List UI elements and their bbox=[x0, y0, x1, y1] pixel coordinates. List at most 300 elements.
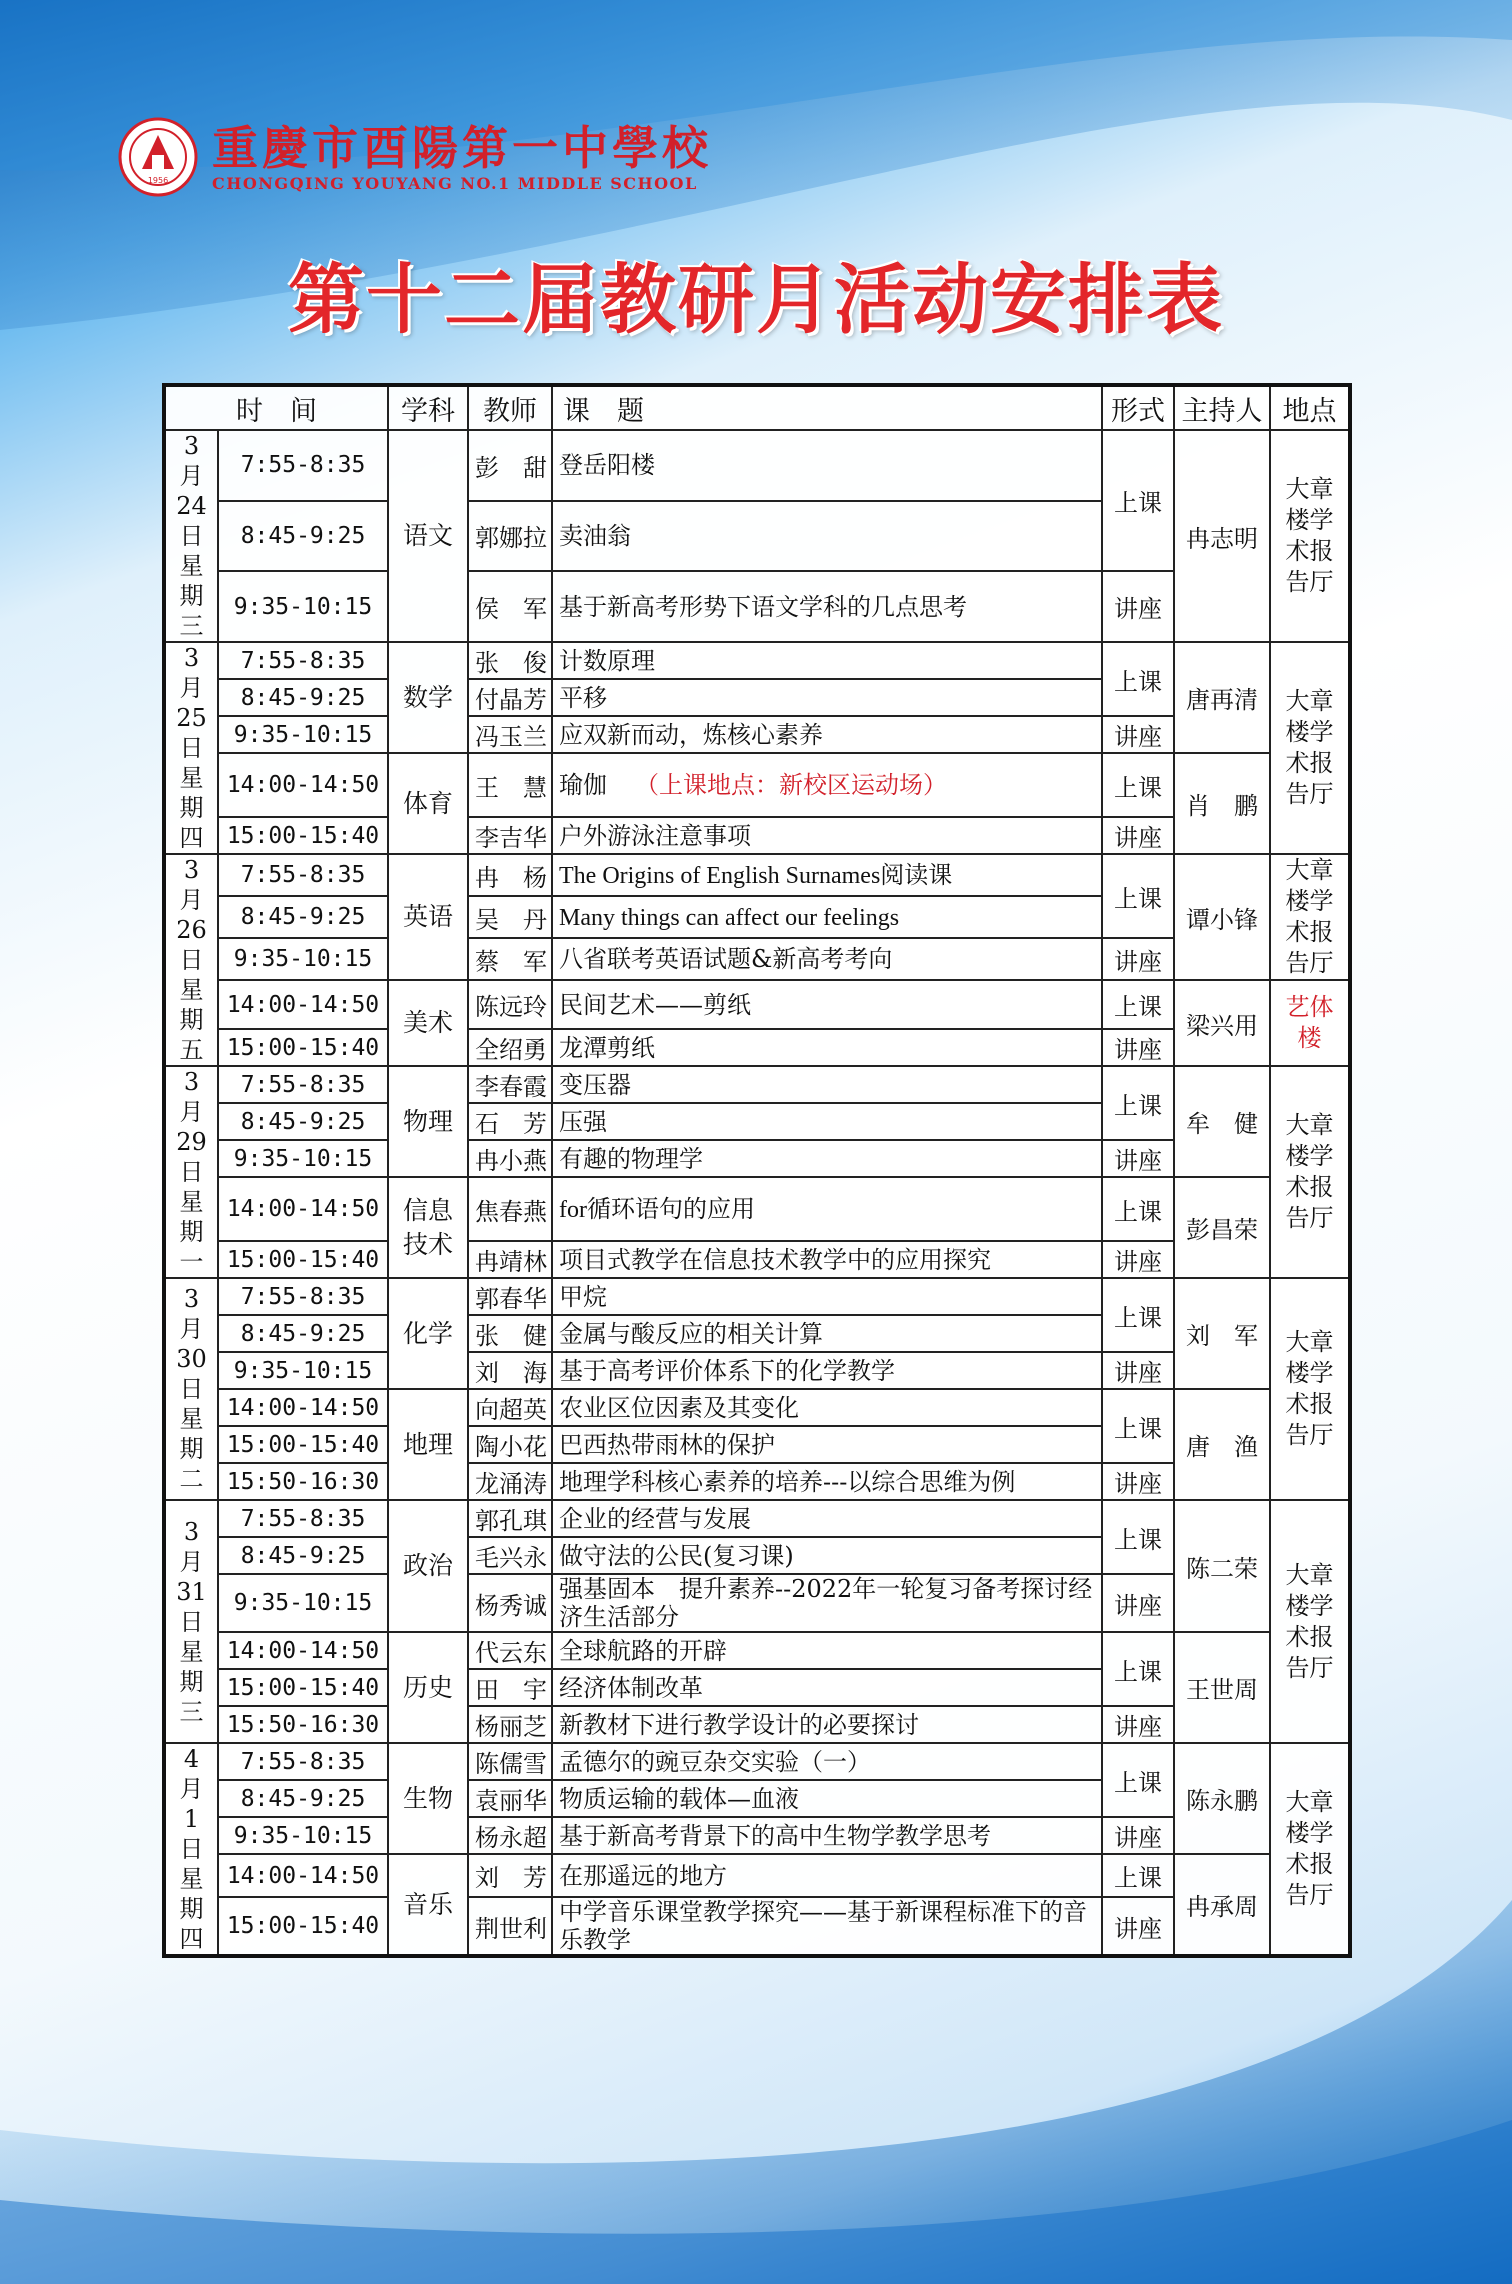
teacher-cell: 龙涌涛 bbox=[468, 1463, 552, 1500]
header-host: 主持人 bbox=[1174, 385, 1270, 430]
form-cell: 上课 bbox=[1102, 1177, 1174, 1241]
subject-cell: 化学 bbox=[388, 1278, 468, 1389]
date-cell bbox=[164, 642, 218, 854]
topic-cell bbox=[552, 817, 1102, 854]
date-char: 星 bbox=[179, 1865, 204, 1893]
form-cell: 上课 bbox=[1102, 430, 1174, 571]
table-row bbox=[164, 1897, 1350, 1956]
place-cell: 大章楼学术报告厅 bbox=[1270, 1500, 1350, 1743]
time-cell: 14:00-14:50 bbox=[218, 1177, 388, 1241]
table-row bbox=[164, 980, 1350, 1029]
topic-text: 农业区位因素及其变化 bbox=[559, 1393, 799, 1422]
form-cell: 讲座 bbox=[1102, 1352, 1174, 1389]
table-row bbox=[164, 1140, 1350, 1177]
date-char: 期 bbox=[179, 1218, 204, 1246]
topic-cell bbox=[552, 1241, 1102, 1278]
topic-text: 登岳阳楼 bbox=[559, 451, 655, 480]
place-cell: 大章楼学术报告厅 bbox=[1270, 1066, 1350, 1278]
table-row bbox=[164, 1743, 1350, 1780]
topic-text: 巴西热带雨林的保护 bbox=[559, 1430, 775, 1459]
time-cell: 15:00-15:40 bbox=[218, 1897, 388, 1956]
topic-text: for循环语句的应用 bbox=[559, 1196, 755, 1223]
host-cell: 肖 鹏 bbox=[1174, 753, 1270, 854]
teacher-cell: 陶小花 bbox=[468, 1426, 552, 1463]
subject-cell: 数学 bbox=[388, 642, 468, 753]
date-cell bbox=[164, 430, 218, 642]
teacher-cell: 荆世利 bbox=[468, 1897, 552, 1956]
form-cell: 上课 bbox=[1102, 1854, 1174, 1897]
form-cell: 讲座 bbox=[1102, 1140, 1174, 1177]
time-cell: 7:55-8:35 bbox=[218, 430, 388, 501]
table-row bbox=[164, 1066, 1350, 1103]
date-char: 三 bbox=[179, 612, 204, 640]
table-row bbox=[164, 1177, 1350, 1241]
date-char: 五 bbox=[179, 1036, 204, 1064]
form-cell: 讲座 bbox=[1102, 1463, 1174, 1500]
topic-cell bbox=[552, 1352, 1102, 1389]
topic-cell bbox=[552, 1574, 1102, 1632]
teacher-cell: 王 慧 bbox=[468, 753, 552, 817]
date-char: 30 bbox=[176, 1345, 207, 1373]
date-char: 月 bbox=[179, 1547, 204, 1576]
topic-text: 户外游泳注意事项 bbox=[559, 821, 751, 850]
time-cell: 15:00-15:40 bbox=[218, 817, 388, 854]
time-cell: 7:55-8:35 bbox=[218, 1500, 388, 1537]
topic-cell bbox=[552, 1854, 1102, 1897]
date-cell bbox=[164, 1500, 218, 1743]
table-header-row bbox=[164, 385, 1350, 430]
subject-cell: 语文 bbox=[388, 430, 468, 642]
topic-cell bbox=[552, 938, 1102, 980]
date-char: 日 bbox=[179, 1835, 204, 1863]
form-cell: 上课 bbox=[1102, 642, 1174, 716]
topic-cell bbox=[552, 1029, 1102, 1066]
time-cell: 9:35-10:15 bbox=[218, 1817, 388, 1854]
form-cell: 上课 bbox=[1102, 1743, 1174, 1817]
topic-cell bbox=[552, 679, 1102, 716]
teacher-cell: 张 健 bbox=[468, 1315, 552, 1352]
school-header bbox=[118, 112, 712, 202]
topic-text: 基于高考评价体系下的化学教学 bbox=[559, 1356, 895, 1385]
time-cell: 14:00-14:50 bbox=[218, 1389, 388, 1426]
table-row bbox=[164, 1352, 1350, 1389]
date-char: 四 bbox=[179, 824, 204, 852]
topic-cell bbox=[552, 854, 1102, 896]
form-cell: 上课 bbox=[1102, 753, 1174, 817]
topic-text: Many things can affect our feelings bbox=[559, 904, 900, 931]
host-cell: 王世周 bbox=[1174, 1632, 1270, 1743]
host-cell: 陈二荣 bbox=[1174, 1500, 1270, 1632]
table-row bbox=[164, 1029, 1350, 1066]
topic-text: 基于新高考背景下的高中生物学教学思考 bbox=[559, 1821, 991, 1850]
topic-cell bbox=[552, 1463, 1102, 1500]
subject-cell: 英语 bbox=[388, 854, 468, 980]
teacher-cell: 田 宇 bbox=[468, 1669, 552, 1706]
host-cell: 唐 渔 bbox=[1174, 1389, 1270, 1500]
topic-cell bbox=[552, 1632, 1102, 1669]
form-cell: 讲座 bbox=[1102, 1706, 1174, 1743]
header-form: 形式 bbox=[1102, 385, 1174, 430]
table-row bbox=[164, 1706, 1350, 1743]
time-cell: 8:45-9:25 bbox=[218, 1103, 388, 1140]
topic-text: 龙潭剪纸 bbox=[559, 1033, 655, 1062]
topic-cell bbox=[552, 1780, 1102, 1817]
date-char: 四 bbox=[179, 1925, 204, 1953]
date-char: 1 bbox=[183, 1805, 200, 1833]
date-char: 月 bbox=[179, 1315, 204, 1343]
date-char: 31 bbox=[176, 1577, 207, 1606]
time-cell: 14:00-14:50 bbox=[218, 753, 388, 817]
header-time: 时 间 bbox=[164, 385, 388, 430]
date-cell bbox=[164, 1278, 218, 1500]
topic-text: 平移 bbox=[559, 683, 607, 712]
date-char: 3 bbox=[183, 1285, 200, 1313]
teacher-cell: 蔡 军 bbox=[468, 938, 552, 980]
teacher-cell: 向超英 bbox=[468, 1389, 552, 1426]
time-cell: 7:55-8:35 bbox=[218, 854, 388, 896]
topic-cell bbox=[552, 1743, 1102, 1780]
table-row bbox=[164, 1574, 1350, 1632]
topic-text: 项目式教学在信息技术教学中的应用探究 bbox=[559, 1245, 991, 1274]
date-cell bbox=[164, 854, 218, 1066]
table-row bbox=[164, 1854, 1350, 1897]
table-row bbox=[164, 1632, 1350, 1669]
date-char: 期 bbox=[179, 582, 204, 610]
date-char: 星 bbox=[179, 1637, 204, 1666]
form-cell: 上课 bbox=[1102, 854, 1174, 938]
topic-text: 新教材下进行教学设计的必要探讨 bbox=[559, 1710, 919, 1739]
date-char: 日 bbox=[179, 1158, 204, 1186]
topic-text: 在那遥远的地方 bbox=[559, 1861, 727, 1890]
subject-cell: 信息技术 bbox=[388, 1177, 468, 1278]
time-cell: 15:00-15:40 bbox=[218, 1669, 388, 1706]
subject-cell: 地理 bbox=[388, 1389, 468, 1500]
table-row bbox=[164, 817, 1350, 854]
topic-text: 应双新而动，炼核心素养 bbox=[559, 720, 823, 749]
topic-text: 基于新高考形势下语文学科的几点思考 bbox=[559, 592, 967, 621]
teacher-cell: 杨丽芝 bbox=[468, 1706, 552, 1743]
topic-text: 瑜伽 bbox=[559, 771, 607, 799]
topic-cell bbox=[552, 501, 1102, 572]
teacher-cell: 陈远玲 bbox=[468, 980, 552, 1029]
date-char: 月 bbox=[179, 1098, 204, 1126]
date-cell bbox=[164, 1743, 218, 1956]
time-cell: 7:55-8:35 bbox=[218, 1743, 388, 1780]
date-char: 4 bbox=[183, 1745, 200, 1773]
topic-cell bbox=[552, 1140, 1102, 1177]
topic-cell bbox=[552, 1426, 1102, 1463]
teacher-cell: 彭 甜 bbox=[468, 430, 552, 501]
date-char: 3 bbox=[183, 856, 200, 884]
date-char: 日 bbox=[179, 734, 204, 762]
table-row bbox=[164, 1463, 1350, 1500]
date-char: 3 bbox=[183, 1068, 200, 1096]
date-char: 期 bbox=[179, 1895, 204, 1923]
emblem-year: 1956 bbox=[147, 176, 169, 185]
form-cell: 讲座 bbox=[1102, 1029, 1174, 1066]
time-cell: 8:45-9:25 bbox=[218, 1780, 388, 1817]
table-row bbox=[164, 1817, 1350, 1854]
teacher-cell: 冉靖林 bbox=[468, 1241, 552, 1278]
teacher-cell: 杨永超 bbox=[468, 1817, 552, 1854]
topic-cell bbox=[552, 430, 1102, 501]
date-char: 期 bbox=[179, 1006, 204, 1034]
date-char: 3 bbox=[183, 644, 200, 672]
topic-text: 八省联考英语试题&新高考考向 bbox=[559, 945, 893, 973]
table-row bbox=[164, 1241, 1350, 1278]
form-cell: 讲座 bbox=[1102, 716, 1174, 753]
date-char: 26 bbox=[176, 916, 207, 944]
teacher-cell: 郭春华 bbox=[468, 1278, 552, 1315]
teacher-cell: 全绍勇 bbox=[468, 1029, 552, 1066]
time-cell: 14:00-14:50 bbox=[218, 980, 388, 1029]
form-cell: 上课 bbox=[1102, 1632, 1174, 1706]
table-row bbox=[164, 753, 1350, 817]
header-place: 地点 bbox=[1270, 385, 1350, 430]
date-char: 日 bbox=[179, 1607, 204, 1636]
date-char: 日 bbox=[179, 522, 204, 550]
schedule-table bbox=[162, 383, 1352, 1958]
teacher-cell: 郭孔琪 bbox=[468, 1500, 552, 1537]
topic-text: 压强 bbox=[559, 1107, 607, 1136]
time-cell: 8:45-9:25 bbox=[218, 1315, 388, 1352]
subject-cell: 美术 bbox=[388, 980, 468, 1066]
teacher-cell: 吴 丹 bbox=[468, 896, 552, 938]
topic-text: 计数原理 bbox=[559, 646, 655, 675]
date-cell bbox=[164, 1066, 218, 1278]
header-subject: 学科 bbox=[388, 385, 468, 430]
table-row bbox=[164, 716, 1350, 753]
time-cell: 15:00-15:40 bbox=[218, 1426, 388, 1463]
time-cell: 9:35-10:15 bbox=[218, 1352, 388, 1389]
time-cell: 15:50-16:30 bbox=[218, 1706, 388, 1743]
time-cell: 9:35-10:15 bbox=[218, 1574, 388, 1632]
subject-cell: 物理 bbox=[388, 1066, 468, 1177]
topic-cell bbox=[552, 1066, 1102, 1103]
topic-text: 物质运输的载体—血液 bbox=[559, 1784, 799, 1813]
topic-cell bbox=[552, 1177, 1102, 1241]
form-cell: 讲座 bbox=[1102, 938, 1174, 980]
host-cell: 谭小锋 bbox=[1174, 854, 1270, 980]
teacher-cell: 陈儒雪 bbox=[468, 1743, 552, 1780]
school-name bbox=[212, 121, 712, 193]
time-cell: 15:50-16:30 bbox=[218, 1463, 388, 1500]
date-char: 3 bbox=[183, 1517, 200, 1546]
time-cell: 14:00-14:50 bbox=[218, 1854, 388, 1897]
teacher-cell: 冉 杨 bbox=[468, 854, 552, 896]
form-cell: 讲座 bbox=[1102, 1241, 1174, 1278]
table-row bbox=[164, 1278, 1350, 1315]
topic-text: 中学音乐课堂教学探究——基于新课程标准下的音乐教学 bbox=[559, 1898, 1087, 1954]
teacher-cell: 郭娜拉 bbox=[468, 501, 552, 572]
date-char: 期 bbox=[179, 1435, 204, 1463]
date-char: 星 bbox=[179, 976, 204, 1004]
place-cell: 大章楼学术报告厅 bbox=[1270, 1278, 1350, 1500]
topic-text: 孟德尔的豌豆杂交实验（一） bbox=[559, 1747, 871, 1776]
date-char: 月 bbox=[179, 1775, 204, 1803]
header-teacher: 教师 bbox=[468, 385, 552, 430]
topic-cell bbox=[552, 980, 1102, 1029]
time-cell: 8:45-9:25 bbox=[218, 896, 388, 938]
date-char: 星 bbox=[179, 1188, 204, 1216]
time-cell: 9:35-10:15 bbox=[218, 938, 388, 980]
teacher-cell: 冯玉兰 bbox=[468, 716, 552, 753]
schedule-body bbox=[164, 430, 1350, 1956]
date-char: 三 bbox=[179, 1697, 204, 1726]
host-cell: 冉承周 bbox=[1174, 1854, 1270, 1956]
form-cell: 讲座 bbox=[1102, 1817, 1174, 1854]
time-cell: 7:55-8:35 bbox=[218, 1066, 388, 1103]
teacher-cell: 李吉华 bbox=[468, 817, 552, 854]
school-name-cn: 重慶市酉陽第一中學校 bbox=[212, 121, 712, 175]
time-cell: 9:35-10:15 bbox=[218, 571, 388, 642]
topic-text: 变压器 bbox=[559, 1070, 631, 1099]
topic-text: 经济体制改革 bbox=[559, 1673, 703, 1702]
teacher-cell: 侯 军 bbox=[468, 571, 552, 642]
subject-cell: 生物 bbox=[388, 1743, 468, 1854]
teacher-cell: 刘 芳 bbox=[468, 1854, 552, 1897]
table-row bbox=[164, 854, 1350, 896]
school-emblem-icon bbox=[118, 117, 198, 197]
place-cell: 艺体楼 bbox=[1270, 980, 1350, 1066]
place-cell: 大章楼学术报告厅 bbox=[1270, 854, 1350, 980]
topic-cell bbox=[552, 1315, 1102, 1352]
date-char: 月 bbox=[179, 886, 204, 914]
time-cell: 9:35-10:15 bbox=[218, 1140, 388, 1177]
teacher-cell: 张 俊 bbox=[468, 642, 552, 679]
teacher-cell: 李春霞 bbox=[468, 1066, 552, 1103]
table-row bbox=[164, 430, 1350, 501]
time-cell: 7:55-8:35 bbox=[218, 1278, 388, 1315]
page-title: 第十二届教研月活动安排表 bbox=[288, 255, 1224, 344]
school-name-en: CHONGQING YOUYANG NO.1 MIDDLE SCHOOL bbox=[212, 174, 698, 193]
topic-text: 民间艺术——剪纸 bbox=[559, 990, 751, 1019]
topic-cell bbox=[552, 1669, 1102, 1706]
topic-cell bbox=[552, 571, 1102, 642]
date-char: 月 bbox=[179, 462, 204, 490]
form-cell: 上课 bbox=[1102, 1389, 1174, 1463]
table-row bbox=[164, 1389, 1350, 1426]
topic-cell bbox=[552, 1500, 1102, 1537]
place-cell: 大章楼学术报告厅 bbox=[1270, 430, 1350, 642]
form-cell: 上课 bbox=[1102, 1066, 1174, 1140]
date-char: 星 bbox=[179, 1405, 204, 1433]
time-cell: 9:35-10:15 bbox=[218, 716, 388, 753]
form-cell: 上课 bbox=[1102, 980, 1174, 1029]
time-cell: 15:00-15:40 bbox=[218, 1029, 388, 1066]
date-char: 星 bbox=[179, 764, 204, 792]
form-cell: 讲座 bbox=[1102, 1574, 1174, 1632]
subject-cell: 体育 bbox=[388, 753, 468, 854]
place-cell: 大章楼学术报告厅 bbox=[1270, 642, 1350, 854]
teacher-cell: 焦春燕 bbox=[468, 1177, 552, 1241]
host-cell: 刘 军 bbox=[1174, 1278, 1270, 1389]
topic-cell bbox=[552, 1897, 1102, 1956]
topic-cell bbox=[552, 1817, 1102, 1854]
topic-cell bbox=[552, 1103, 1102, 1140]
location-note: （上课地点：新校区运动场） bbox=[635, 771, 947, 799]
table-row bbox=[164, 938, 1350, 980]
time-cell: 15:00-15:40 bbox=[218, 1241, 388, 1278]
topic-text: 地理学科核心素养的培养---以综合思维为例 bbox=[559, 1467, 1016, 1496]
date-char: 期 bbox=[179, 794, 204, 822]
teacher-cell: 代云东 bbox=[468, 1632, 552, 1669]
header-topic: 课 题 bbox=[552, 385, 1102, 430]
teacher-cell: 袁丽华 bbox=[468, 1780, 552, 1817]
topic-text: 全球航路的开辟 bbox=[559, 1636, 727, 1665]
form-cell: 讲座 bbox=[1102, 1897, 1174, 1956]
topic-text: 卖油翁 bbox=[559, 521, 631, 550]
date-char: 24 bbox=[176, 492, 207, 520]
host-cell: 牟 健 bbox=[1174, 1066, 1270, 1177]
subject-cell: 历史 bbox=[388, 1632, 468, 1743]
host-cell: 梁兴用 bbox=[1174, 980, 1270, 1066]
topic-text: 企业的经营与发展 bbox=[559, 1504, 751, 1533]
topic-cell bbox=[552, 1537, 1102, 1574]
teacher-cell: 杨秀诚 bbox=[468, 1574, 552, 1632]
teacher-cell: 冉小燕 bbox=[468, 1140, 552, 1177]
date-char: 日 bbox=[179, 946, 204, 974]
form-cell: 上课 bbox=[1102, 1278, 1174, 1352]
date-char: 期 bbox=[179, 1667, 204, 1696]
topic-text: 强基固本 提升素养--2022年一轮复习备考探讨经济生活部分 bbox=[559, 1575, 1093, 1631]
place-cell: 大章楼学术报告厅 bbox=[1270, 1743, 1350, 1956]
topic-cell bbox=[552, 642, 1102, 679]
topic-text: 金属与酸反应的相关计算 bbox=[559, 1319, 823, 1348]
topic-cell bbox=[552, 753, 1102, 817]
time-cell: 8:45-9:25 bbox=[218, 679, 388, 716]
date-char: 二 bbox=[179, 1465, 204, 1493]
form-cell: 上课 bbox=[1102, 1500, 1174, 1574]
table-row bbox=[164, 571, 1350, 642]
teacher-cell: 刘 海 bbox=[468, 1352, 552, 1389]
topic-cell bbox=[552, 896, 1102, 938]
date-char: 月 bbox=[179, 674, 204, 702]
date-char: 29 bbox=[176, 1128, 207, 1156]
time-cell: 14:00-14:50 bbox=[218, 1632, 388, 1669]
form-cell: 讲座 bbox=[1102, 817, 1174, 854]
table-row bbox=[164, 642, 1350, 679]
time-cell: 7:55-8:35 bbox=[218, 642, 388, 679]
topic-text: The Origins of English Surnames阅读课 bbox=[559, 862, 953, 889]
topic-text: 甲烷 bbox=[559, 1282, 607, 1311]
date-char: 一 bbox=[179, 1248, 204, 1276]
date-char: 星 bbox=[179, 552, 204, 580]
date-char: 日 bbox=[179, 1375, 204, 1403]
time-cell: 8:45-9:25 bbox=[218, 1537, 388, 1574]
topic-cell bbox=[552, 1278, 1102, 1315]
table-row bbox=[164, 1500, 1350, 1537]
topic-cell bbox=[552, 716, 1102, 753]
subject-cell: 政治 bbox=[388, 1500, 468, 1632]
subject-cell: 音乐 bbox=[388, 1854, 468, 1956]
form-cell: 讲座 bbox=[1102, 571, 1174, 642]
host-cell: 陈永鹏 bbox=[1174, 1743, 1270, 1854]
date-char: 25 bbox=[176, 704, 207, 732]
teacher-cell: 毛兴永 bbox=[468, 1537, 552, 1574]
teacher-cell: 付晶芳 bbox=[468, 679, 552, 716]
topic-cell bbox=[552, 1706, 1102, 1743]
host-cell: 彭昌荣 bbox=[1174, 1177, 1270, 1278]
date-char: 3 bbox=[183, 432, 200, 460]
host-cell: 唐再清 bbox=[1174, 642, 1270, 753]
topic-text: 做守法的公民(复习课) bbox=[559, 1541, 794, 1570]
time-cell: 8:45-9:25 bbox=[218, 501, 388, 572]
teacher-cell: 石 芳 bbox=[468, 1103, 552, 1140]
topic-cell bbox=[552, 1389, 1102, 1426]
topic-text: 有趣的物理学 bbox=[559, 1144, 703, 1173]
host-cell: 冉志明 bbox=[1174, 430, 1270, 642]
